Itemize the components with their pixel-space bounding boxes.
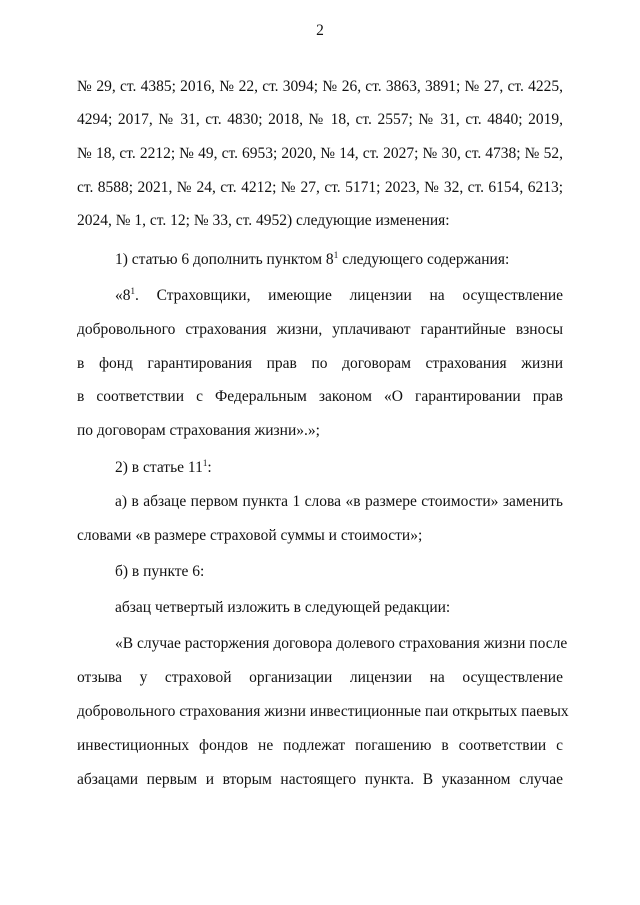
text-line: № 18, ст. 2212; № 49, ст. 6953; 2020, № 14, ст. 2027; № 30, ст. 4738; № 52, [77, 145, 563, 162]
text-fragment: 1) статью 6 дополнить пунктом 8 [115, 251, 334, 268]
text-fragment: «8 [115, 287, 131, 304]
text-line: словами «в размере страховой суммы и стоимости»; [77, 527, 423, 544]
text-line: добровольного страхования жизни инвестиционные паи открытых паевых [77, 703, 569, 720]
text-fragment: . Страховщики, имеющие лицензии на осуществление [135, 287, 563, 304]
superscript: 1 [333, 250, 339, 260]
text-line: абзац четвертый изложить в следующей редакции: [115, 599, 451, 616]
text-line: инвестиционных фондов не подлежат погашению в соответствии с [77, 737, 563, 754]
text-line: б) в пункте 6: [115, 563, 205, 580]
superscript: 1 [202, 458, 208, 468]
text-fragment: : [207, 459, 212, 476]
text-line: 4294; 2017, № 31, ст. 4830; 2018, № 18, ст. 2557; № 31, ст. 4840; 2019, [77, 111, 563, 128]
text-fragment: 2) в статье 11 [115, 459, 203, 476]
text-line: «В случае расторжения договора долевого страхования жизни после [115, 635, 568, 652]
text-line: № 29, ст. 4385; 2016, № 22, ст. 3094; № 26, ст. 3863, 3891; № 27, ст. 4225, [77, 78, 563, 95]
text-line: добровольного страхования жизни, уплачивают гарантийные взносы [77, 321, 563, 338]
text-line: 2024, № 1, ст. 12; № 33, ст. 4952) следующие изменения: [77, 212, 450, 229]
superscript: 1 [130, 286, 135, 296]
text-line: а) в абзаце первом пункта 1 слова «в размере стоимости» заменить [115, 493, 563, 510]
paragraph-item-2 [115, 457, 563, 479]
text-line: в соответствии с Федеральным законом «О гарантировании прав [77, 388, 563, 405]
text-fragment: следующего содержания: [338, 251, 510, 268]
page-number: 2 [316, 22, 324, 39]
quoted-paragraph-line [115, 285, 563, 307]
text-line: ст. 8588; 2021, № 24, ст. 4212; № 27, ст. 5171; 2023, № 32, ст. 6154, 6213; [77, 179, 563, 196]
text-line: отзыва у страховой организации лицензии на осуществление [77, 669, 563, 686]
text-line: в фонд гарантирования прав по договорам страхования жизни [77, 355, 563, 372]
text-line: по договорам страхования жизни».»; [77, 422, 320, 439]
paragraph-item-1 [115, 249, 563, 271]
text-line: абзацами первым и вторым настоящего пункта. В указанном случае [77, 771, 563, 788]
